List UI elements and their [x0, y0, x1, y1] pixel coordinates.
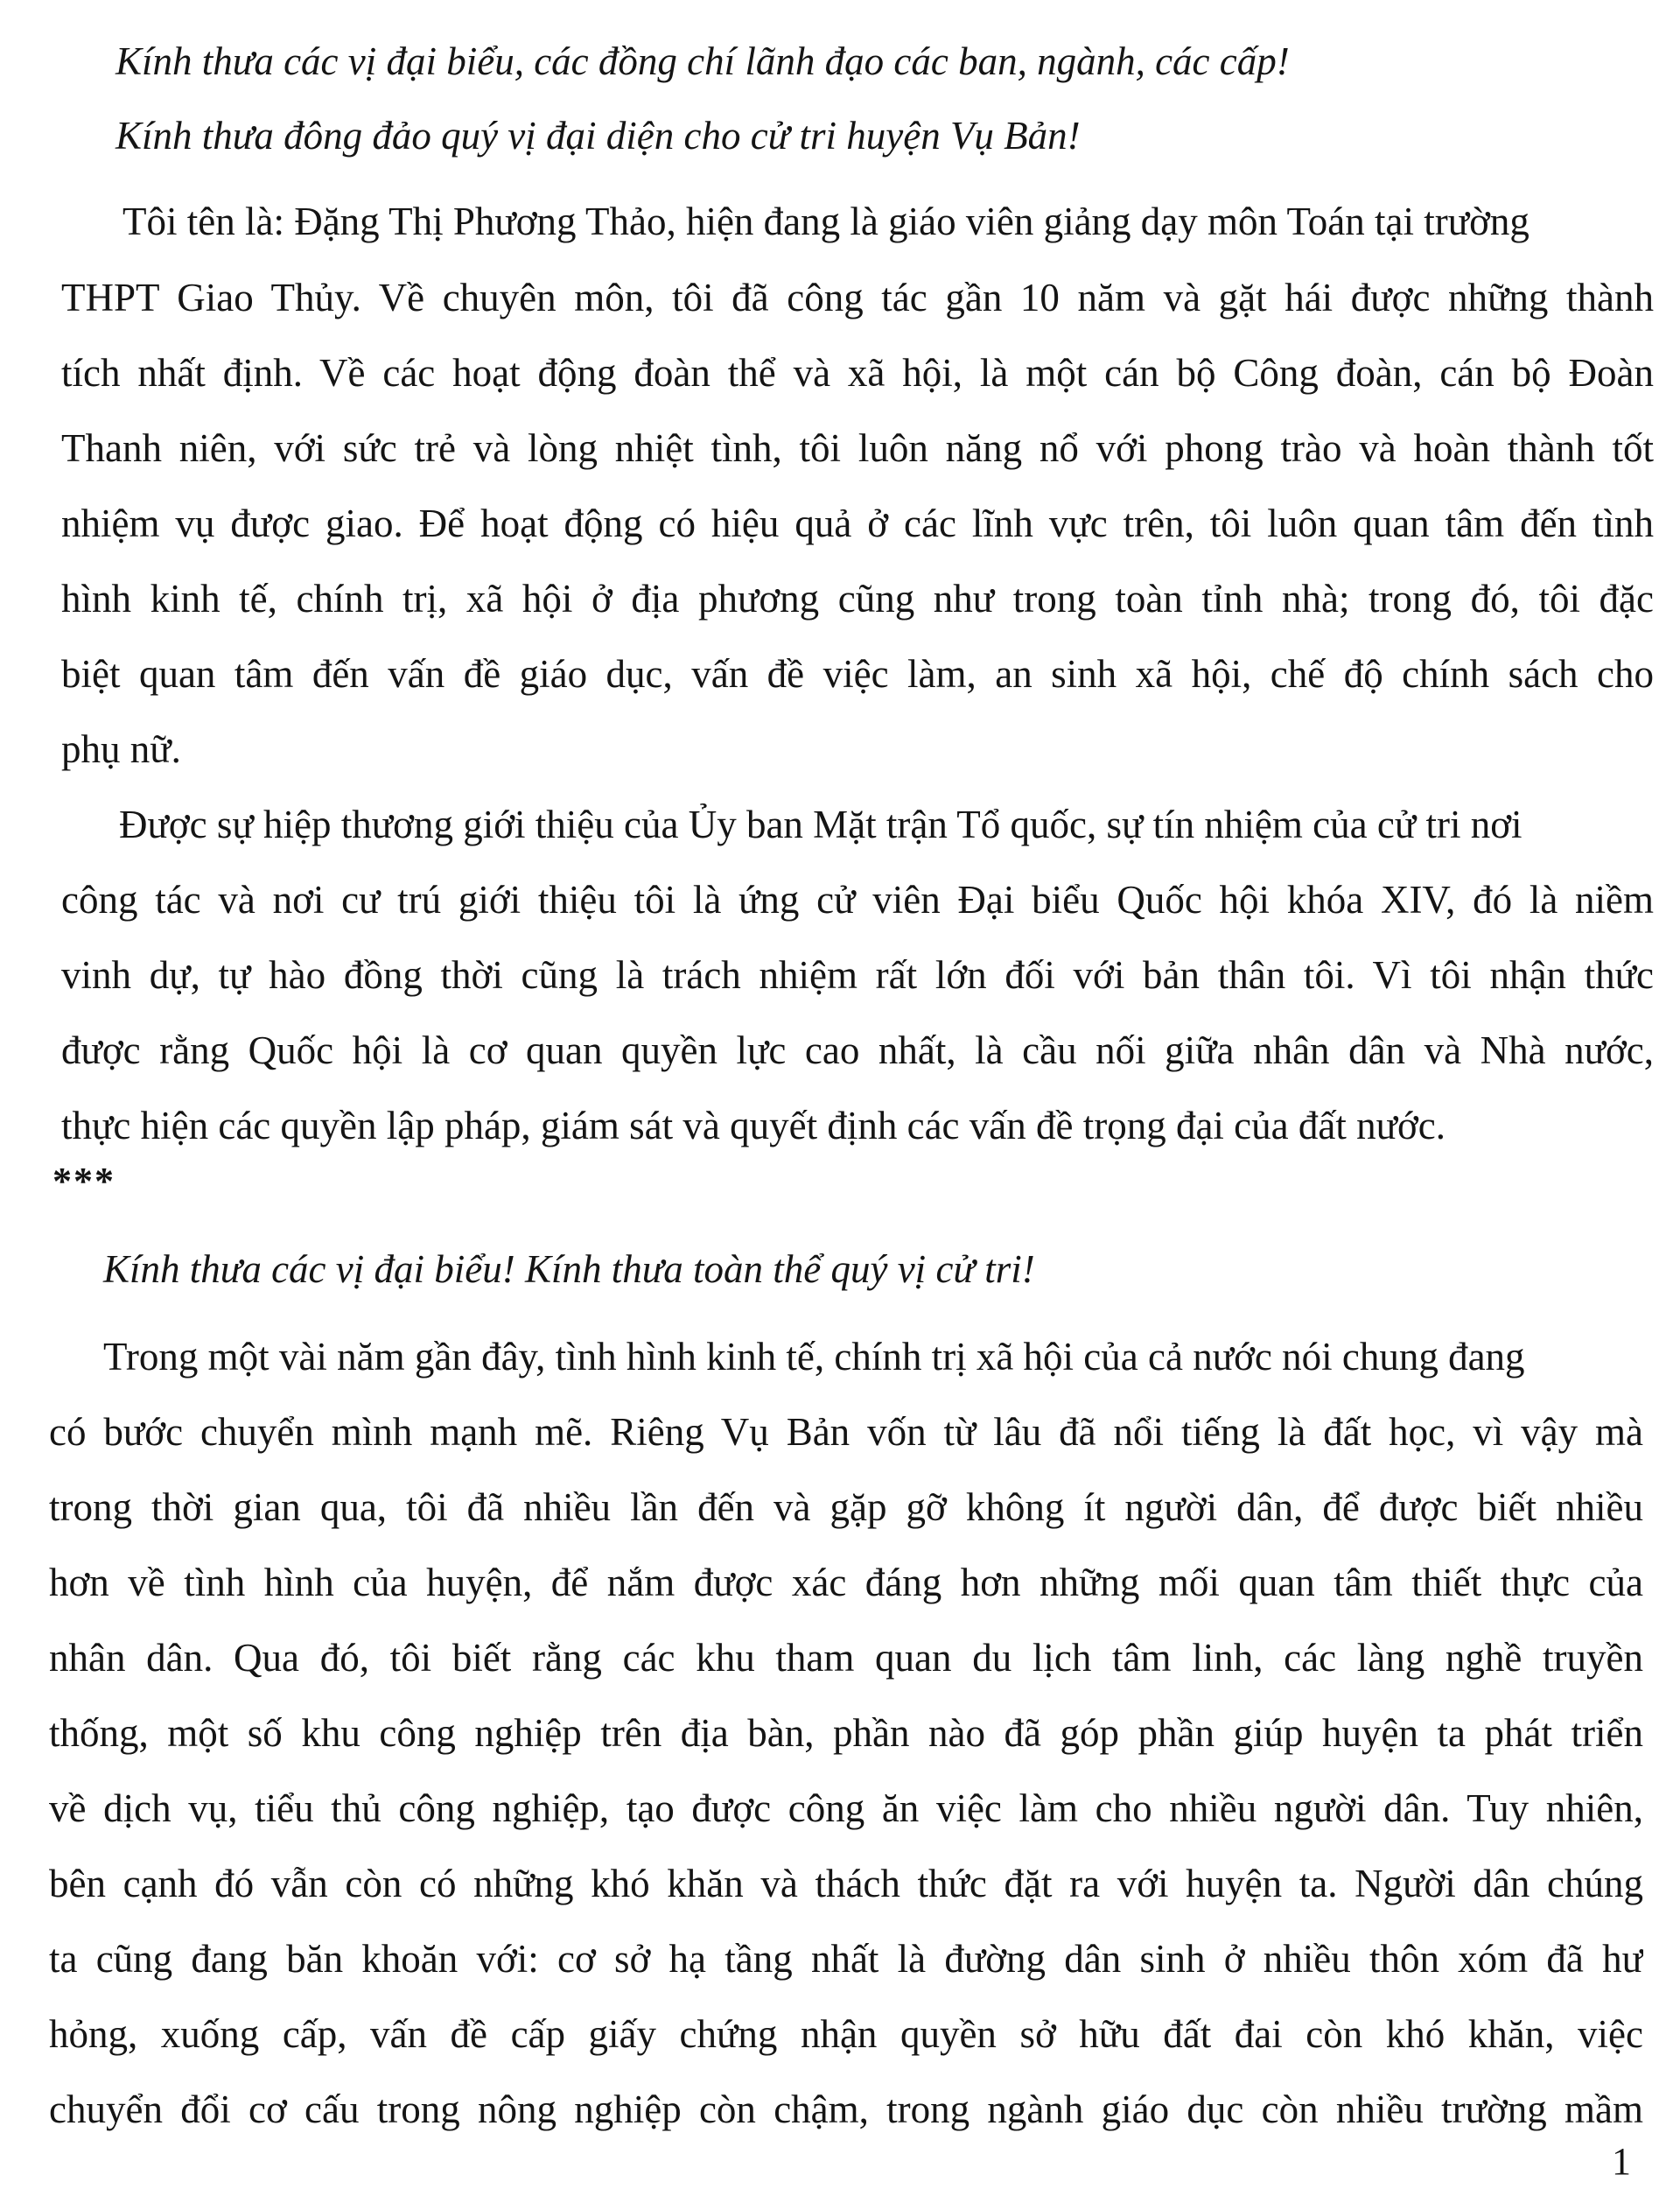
- paragraph-line: Tôi tên là: Đặng Thị Phương Thảo, hiện đang là giáo viên giảng dạy môn Toán tại trường: [122, 200, 1530, 243]
- paragraph-line: hình kinh tế, chính trị, xã hội ở địa phương cũng như trong toàn tỉnh nhà; trong đó, tôi đặc: [61, 577, 1654, 621]
- paragraph-line: ta cũng đang băn khoăn với: cơ sở hạ tầng nhất là đường dân sinh ở nhiều thôn xóm đã hư: [49, 1937, 1643, 1981]
- paragraph-line: Trong một vài năm gần đây, tình hình kinh tế, chính trị xã hội của cả nước nói chung đang: [103, 1335, 1525, 1379]
- paragraph-line: chuyển đổi cơ cấu trong nông nghiệp còn chậm, trong ngành giáo dục còn nhiều trường mầm: [49, 2087, 1643, 2131]
- paragraph-line: được rằng Quốc hội là cơ quan quyền lực cao nhất, là cầu nối giữa nhân dân và Nhà nước,: [61, 1028, 1654, 1072]
- paragraph-line: nhiệm vụ được giao. Để hoạt động có hiệu quả ở các lĩnh vực trên, tôi luôn quan tâm đến tình: [61, 502, 1654, 545]
- paragraph-line: Được sự hiệp thương giới thiệu của Ủy ban Mặt trận Tổ quốc, sự tín nhiệm của cử tri nơi: [119, 803, 1522, 846]
- paragraph-line: thực hiện các quyền lập pháp, giám sát và quyết định các vấn đề trọng đại của đất nước.: [61, 1104, 1446, 1147]
- paragraph-line: có bước chuyển mình mạnh mẽ. Riêng Vụ Bản vốn từ lâu đã nổi tiếng là đất học, vì vậy mà: [49, 1410, 1643, 1454]
- page-number: 1: [1612, 2140, 1631, 2183]
- paragraph-line: hỏng, xuống cấp, vấn đề cấp giấy chứng nhận quyền sở hữu đất đai còn khó khăn, việc: [49, 2012, 1643, 2056]
- paragraph-line: thống, một số khu công nghiệp trên địa bàn, phần nào đã góp phần giúp huyện ta phát triển: [49, 1711, 1643, 1755]
- paragraph-line: về dịch vụ, tiểu thủ công nghiệp, tạo được công ăn việc làm cho nhiều người dân. Tuy nhiên,: [49, 1786, 1643, 1830]
- greeting-line: Kính thưa các vị đại biểu, các đồng chí lãnh đạo các ban, ngành, các cấp!: [116, 39, 1290, 83]
- greeting-line: Kính thưa các vị đại biểu! Kính thưa toàn thể quý vị cử tri!: [103, 1247, 1035, 1291]
- paragraph-line: công tác và nơi cư trú giới thiệu tôi là ứng cử viên Đại biểu Quốc hội khóa XIV, đó là niềm: [61, 878, 1654, 922]
- paragraph-line: biệt quan tâm đến vấn đề giáo dục, vấn đề việc làm, an sinh xã hội, chế độ chính sách cho: [61, 652, 1654, 696]
- paragraph-line: nhân dân. Qua đó, tôi biết rằng các khu tham quan du lịch tâm linh, các làng nghề truyền: [49, 1636, 1643, 1680]
- paragraph-line: vinh dự, tự hào đồng thời cũng là trách nhiệm rất lớn đối với bản thân tôi. Vì tôi nhận thức: [61, 953, 1654, 997]
- paragraph-line: trong thời gian qua, tôi đã nhiều lần đến và gặp gỡ không ít người dân, để được biết nhiều: [49, 1485, 1643, 1529]
- greeting-line: Kính thưa đông đảo quý vị đại diện cho cử tri huyện Vụ Bản!: [116, 114, 1081, 158]
- paragraph-line: phụ nữ.: [61, 727, 181, 771]
- paragraph-line: hơn về tình hình của huyện, để nắm được xác đáng hơn những mối quan tâm thiết thực của: [49, 1561, 1643, 1604]
- section-separator: ***: [52, 1160, 116, 1203]
- paragraph-line: tích nhất định. Về các hoạt động đoàn thể và xã hội, là một cán bộ Công đoàn, cán bộ Đoàn: [61, 351, 1654, 395]
- paragraph-line: bên cạnh đó vẫn còn có những khó khăn và thách thức đặt ra với huyện ta. Người dân chúng: [49, 1862, 1643, 1905]
- paragraph-line: Thanh niên, với sức trẻ và lòng nhiệt tình, tôi luôn năng nổ với phong trào và hoàn thành tốt: [61, 426, 1654, 470]
- paragraph-line: THPT Giao Thủy. Về chuyên môn, tôi đã công tác gần 10 năm và gặt hái được những thành: [61, 276, 1654, 319]
